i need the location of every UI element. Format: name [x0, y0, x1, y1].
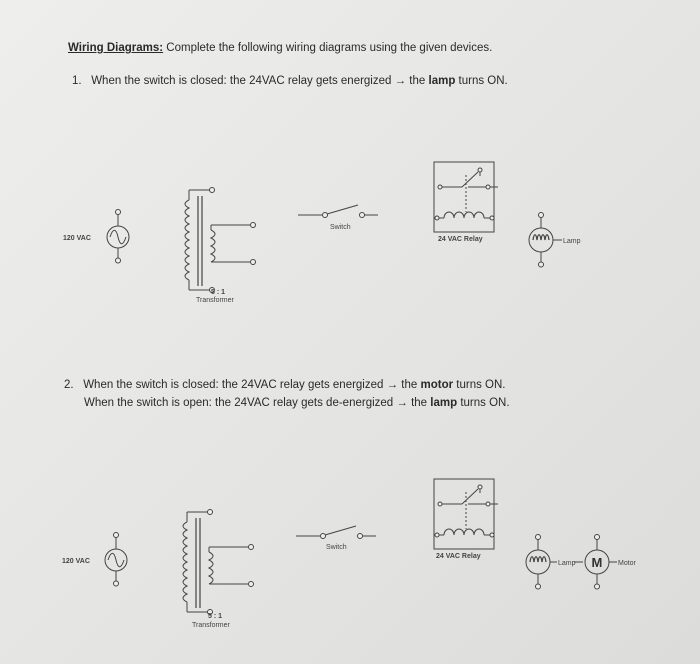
ac-source-symbol — [62, 533, 127, 587]
transformer-label: Transformer — [196, 297, 234, 304]
arrow-icon: → — [386, 379, 399, 391]
ac-source-symbol — [63, 210, 129, 264]
switch-symbol — [298, 205, 378, 231]
question-2-emphasis-2: lamp — [430, 397, 458, 409]
switch-label: Switch — [330, 224, 351, 231]
arrow-icon: → — [396, 397, 408, 409]
transformer-label: Transformer — [192, 622, 230, 629]
source-label: 120 VAC — [62, 558, 90, 565]
arrow-icon: → — [394, 75, 407, 87]
transformer-symbol — [183, 510, 254, 630]
question-1-text-mid: the — [406, 75, 429, 87]
question-1-text-end: turns ON. — [455, 75, 508, 87]
question-2-text-2-end: turns ON. — [457, 397, 510, 409]
switch-label: Switch — [326, 544, 347, 551]
motor-label: Motor — [618, 560, 636, 567]
question-2-text-2-mid: the — [407, 397, 431, 409]
lamp-symbol — [529, 213, 581, 268]
relay-symbol — [434, 479, 498, 560]
question-2-number: 2. — [64, 379, 74, 391]
question-1-text: When the switch is closed: the 24VAC relay gets energized — [91, 75, 395, 87]
diagram-1 — [63, 162, 581, 304]
transformer-symbol — [185, 188, 256, 305]
switch-symbol — [296, 526, 376, 551]
relay-label: 24 VAC Relay — [438, 236, 483, 243]
transformer-ratio: 5 : 1 — [211, 289, 226, 296]
question-2-text-mid: the — [398, 379, 421, 391]
question-2-text-2: When the switch is open: the 24VAC relay gets de-energized — [84, 397, 397, 409]
motor-symbol — [585, 535, 637, 590]
relay-symbol — [434, 162, 498, 243]
motor-letter: M — [591, 555, 603, 570]
diagram-2 — [62, 479, 637, 629]
heading-underlined: Wiring Diagrams: — [68, 42, 164, 54]
question-2-text: When the switch is closed: the 24VAC relay gets energized — [83, 379, 387, 391]
question-1-number: 1. — [72, 75, 82, 87]
question-2-emphasis: motor — [420, 379, 454, 391]
source-label: 120 VAC — [63, 235, 91, 242]
question-2-text-end: turns ON. — [453, 379, 506, 391]
lamp-label: Lamp — [563, 238, 581, 245]
question-1-emphasis: lamp — [428, 75, 456, 87]
heading-instructions: Complete the following wiring diagrams using the given devices. — [163, 42, 493, 54]
transformer-ratio: 5 : 1 — [208, 613, 223, 620]
relay-label: 24 VAC Relay — [436, 553, 481, 560]
lamp-symbol — [526, 535, 583, 590]
lamp-label: Lamp — [558, 560, 576, 567]
